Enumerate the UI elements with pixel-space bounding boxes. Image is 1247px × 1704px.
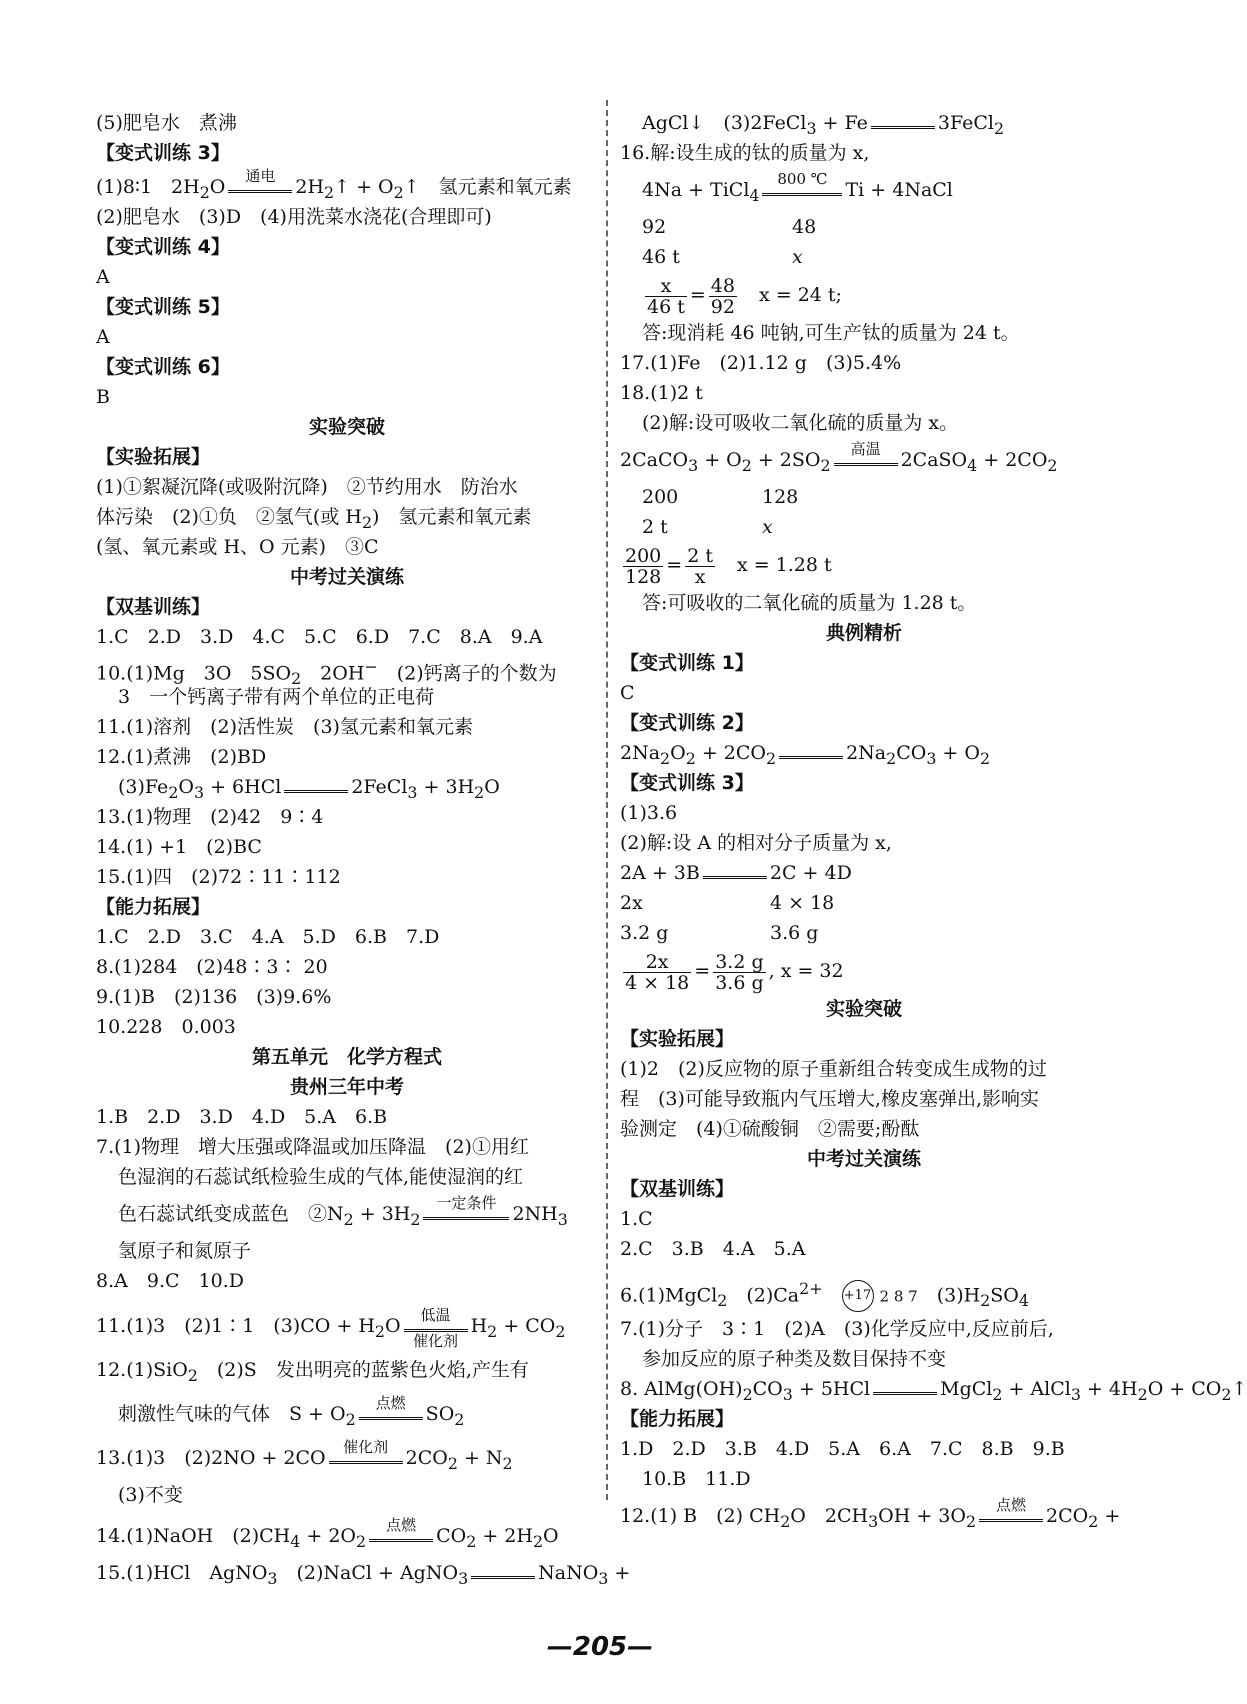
answer-line: 10.228 0.003 — [96, 1016, 236, 1038]
answer-line: 17.(1)Fe (2)1.12 g (3)5.4% — [620, 352, 902, 374]
section-title: 中考过关演练 — [289, 566, 404, 588]
section-title: 实验突破 — [308, 416, 385, 438]
answer-line: 2.C 3.B 4.A 5.A — [620, 1238, 806, 1260]
equation-line: 92 48 — [642, 216, 817, 238]
reaction-arrow: 点燃 — [366, 1537, 436, 1542]
equation-line: 200 128 — [642, 486, 799, 508]
atom-structure-diagram: +17 — [842, 1280, 874, 1312]
equation-line: 3.2 g 3.6 g — [620, 922, 819, 944]
reaction-arrow — [281, 788, 351, 793]
left-column — [96, 108, 631, 1588]
answer-line: 9.(1)B (2)136 (3)9.6% — [96, 986, 332, 1008]
unit-title: 第五单元 化学方程式 — [251, 1046, 442, 1068]
section-heading: 【双基训练】 — [96, 596, 211, 618]
answer-line: 18.(1)2 t — [620, 382, 703, 404]
equation-line: 2A + 3B 2C + 4D — [620, 862, 852, 884]
section-heading: 【变式训练 3】 — [96, 142, 230, 164]
answer-line: 11.(1)3 (2)1∶1 $(3)CO + H_2O$ 低温 催化剂 $H_2 + CO_2$ — [96, 1306, 566, 1350]
section-heading: 【实验拓展】 — [620, 1028, 735, 1050]
reaction-arrow — [870, 1390, 940, 1395]
answer-line: 色石蕊试纸变成蓝色 $②N_2 + 3H_2$ 一定条件 $2NH_3$ — [118, 1194, 568, 1229]
answer-line: 12.(1)SiO$_2$ (2)S 发出明亮的蓝紫色火焰,产生有 — [96, 1359, 529, 1385]
answer-line: A — [96, 326, 110, 348]
section-heading: 【变式训练 4】 — [96, 236, 230, 258]
equation-line: 8. $AlMg(OH)_2CO_3 + 5HCl$ MgCl$_2$ + AlCl$_3$ + $4H_2O$ + $CO_2↑$ — [620, 1378, 1247, 1404]
answer-line: 12.(1)煮沸 (2)BD — [96, 746, 267, 768]
answer-line: (氢、氧元素或 H、O 元素) ③C — [96, 536, 379, 558]
section-heading: 【能力拓展】 — [96, 896, 211, 918]
answer-line: (2)解:设 A 的相对分子质量为 x, — [620, 832, 892, 854]
answer-line: 1.C 2.D 3.D 4.C 5.C 6.D 7.C 8.A 9.A — [96, 626, 543, 648]
answer-line: A — [96, 266, 110, 288]
fraction: $\frac{3.2 g}{3.6 g}$ — [715, 950, 764, 994]
reaction-arrow: 低温 催化剂 — [401, 1327, 471, 1332]
fraction: $\frac{2x}{4 \times 18}$ — [625, 950, 690, 994]
answer-line: B — [96, 386, 110, 408]
fraction: $\frac{48}{92}$ — [710, 274, 735, 318]
section-heading: 【双基训练】 — [620, 1178, 735, 1200]
reaction-arrow: 催化剂 — [326, 1459, 406, 1464]
answer-line: 刺激性气味的气体 $S + O_2$ 点燃 $SO_2$ — [118, 1394, 465, 1429]
answer-line: C — [620, 682, 635, 704]
answer-line: 6.(1)MgCl$_2$ $(2)Ca^{2+}$ +17 2 8 7 $(3)H_2SO_4$ — [620, 1264, 1108, 1314]
equation-line: $\frac{200}{128}$ = $\frac{2 t}{x}$ x = 1.28 t — [625, 544, 832, 588]
reaction-arrow — [468, 1574, 538, 1579]
answer-line: 1.D 2.D 3.B 4.D 5.A 6.A 7.C 8.B 9.B — [620, 1438, 1065, 1460]
answer-line: 10.B 11.D — [642, 1468, 751, 1490]
column-divider — [606, 100, 608, 1500]
answer-line: 8.A 9.C 10.D — [96, 1270, 244, 1292]
answer-line: 氢原子和氮原子 — [118, 1240, 252, 1262]
fraction: $\frac{200}{128}$ — [625, 544, 662, 588]
answer-line: 7.(1)物理 增大压强或降温或加压降温 (2)①用红 — [96, 1136, 529, 1158]
answer-line: (3)不变 — [118, 1484, 183, 1506]
section-heading: 【变式训练 1】 — [620, 652, 754, 674]
equation-line: 4Na + TiCl$_4$ 800 ℃ Ti + 4NaCl — [642, 170, 953, 205]
answer-line: 体污染 (2)①负 ②氢气(或 $H_2$) 氢元素和氧元素 — [96, 506, 532, 532]
answer-line: AgCl↓ (3)2FeCl$_3$ + Fe 3FeCl$_2$ — [642, 112, 1005, 138]
reaction-arrow: 点燃 — [976, 1517, 1046, 1522]
answer-line: (1)①絮凝沉降(或吸附沉降) ②节约用水 防治水 — [96, 476, 518, 498]
answer-line: 答:可吸收的二氧化硫的质量为 1.28 t。 — [642, 592, 977, 614]
reaction-arrow: 高温 — [831, 461, 901, 466]
answer-line: 1.C 2.D 3.C 4.A 5.D 6.B 7.D — [96, 926, 440, 948]
answer-line: 色湿润的石蕊试纸检验生成的气体,能使湿润的红 — [118, 1166, 524, 1188]
answer-line: (5)肥皂水 煮沸 — [96, 112, 237, 134]
reaction-arrow — [700, 874, 770, 879]
answer-line: 15.(1)四 (2)72∶11∶112 — [96, 866, 341, 888]
answer-line: 14.(1) +1 (2)BC — [96, 836, 262, 858]
reaction-arrow: 一定条件 — [420, 1215, 512, 1220]
fraction: $\frac{2 t}{x}$ — [687, 544, 713, 588]
answer-line: 3 一个钙离子带有两个单位的正电荷 — [118, 686, 435, 708]
reaction-arrow — [776, 754, 846, 759]
fraction: $\frac{x}{46 t}$ — [647, 274, 685, 318]
answer-line: 15.(1)HCl AgNO$_3$ (2)NaCl + AgNO$_3$ NaNO$_3$ + — [96, 1562, 631, 1588]
equation-line: 12.(1) B (2) $CH_2O$ $2CH_3OH + 3O_2$ 点燃 $2CO_2$ + — [620, 1496, 1121, 1531]
section-title: 贵州三年中考 — [289, 1076, 404, 1098]
answer-line: 1.C — [620, 1208, 653, 1230]
equation-line: 2CaCO$_3$ + $O_2 + 2SO_2$ 高温 2CaSO$_4$ + $2CO_2$ — [620, 440, 1058, 475]
answer-line: (2)解:设可吸收二氧化硫的质量为 x。 — [642, 412, 959, 434]
answer-line: 参加反应的原子种类及数目保持不变 — [642, 1348, 947, 1370]
answer-line: (1)3.6 — [620, 802, 678, 824]
equation-line: 2x 4 × 18 — [620, 892, 835, 914]
answer-line: 13.(1)3 (2)2NO + 2CO 催化剂 $2CO_2 + N_2$ — [96, 1438, 513, 1473]
section-heading: 【实验拓展】 — [96, 446, 211, 468]
section-heading: 【变式训练 3】 — [620, 772, 754, 794]
section-heading: 【变式训练 2】 — [620, 712, 754, 734]
section-heading: 【能力拓展】 — [620, 1408, 735, 1430]
answer-line: 7.(1)分子 3∶1 (2)A (3)化学反应中,反应前后, — [620, 1318, 1054, 1340]
section-title: 实验突破 — [825, 998, 902, 1020]
answer-line: 13.(1)物理 (2)42 9∶4 — [96, 806, 324, 828]
answer-line: (1)2 (2)反应物的原子重新组合转变成生成物的过 — [620, 1058, 1047, 1080]
answer-line: $(3)Fe_2O_3 + 6HCl$ 2FeCl$_3$ + $3H_2O$ — [118, 776, 500, 802]
reaction-arrow: 通电 — [225, 188, 295, 193]
equation-line: $\frac{x}{46 t}$ = $\frac{48}{92}$ x = 24 t; — [647, 274, 842, 318]
answer-line: 10.(1)Mg 3O $5SO_2$ 2OH− (2)钙离子的个数为 — [96, 657, 557, 689]
answer-line: 答:现消耗 46 吨钠,可生产钛的质量为 24 t。 — [642, 322, 1020, 344]
section-title: 典例精析 — [825, 622, 902, 644]
answer-line: 8.(1)284 (2)48∶3∶ 20 — [96, 956, 328, 978]
answer-line: 14.(1)NaOH $(2)CH_4 + 2O_2$ 点燃 $CO_2 + 2H_2O$ — [96, 1516, 559, 1551]
page-number: —205— — [546, 1632, 654, 1662]
reaction-arrow — [868, 124, 938, 129]
answer-line: 16.解:设生成的钛的质量为 x, — [620, 142, 870, 164]
section-title: 中考过关演练 — [806, 1148, 921, 1170]
answer-line: 11.(1)溶剂 (2)活性炭 (3)氢元素和氧元素 — [96, 716, 473, 738]
answer-line: (2)肥皂水 (3)D (4)用洗菜水浇花(合理即可) — [96, 206, 492, 228]
answer-line: (1)8∶1 $2H_2O$ 通电 $2H_2↑$ + $O_2↑$ 氢元素和氧元素 — [96, 167, 572, 202]
answer-line: 程 (3)可能导致瓶内气压增大,橡皮塞弹出,影响实 — [620, 1088, 1039, 1110]
equation-line: $\frac{2x}{4 \times 18}$ = $\frac{3.2 g}{3.6 g}$ , x = 32 — [625, 950, 844, 994]
answer-line: 验测定 (4)①硫酸铜 ②需要;酚酞 — [620, 1118, 920, 1140]
section-heading: 【变式训练 6】 — [96, 356, 230, 378]
right-column — [620, 108, 1247, 1538]
reaction-arrow: 800 ℃ — [759, 191, 845, 196]
electron-shells: 2 8 7 — [879, 1287, 918, 1306]
answer-line: 1.B 2.D 3.D 4.D 5.A 6.B — [96, 1106, 388, 1128]
equation-line: 46 t x — [642, 246, 803, 268]
section-heading: 【变式训练 5】 — [96, 296, 230, 318]
equation-line: 2 t x — [642, 516, 773, 538]
equation-line: $2Na_2O_2 + 2CO_2$ $2Na_2CO_3 + O_2$ — [620, 742, 991, 768]
reaction-arrow: 点燃 — [356, 1415, 426, 1420]
